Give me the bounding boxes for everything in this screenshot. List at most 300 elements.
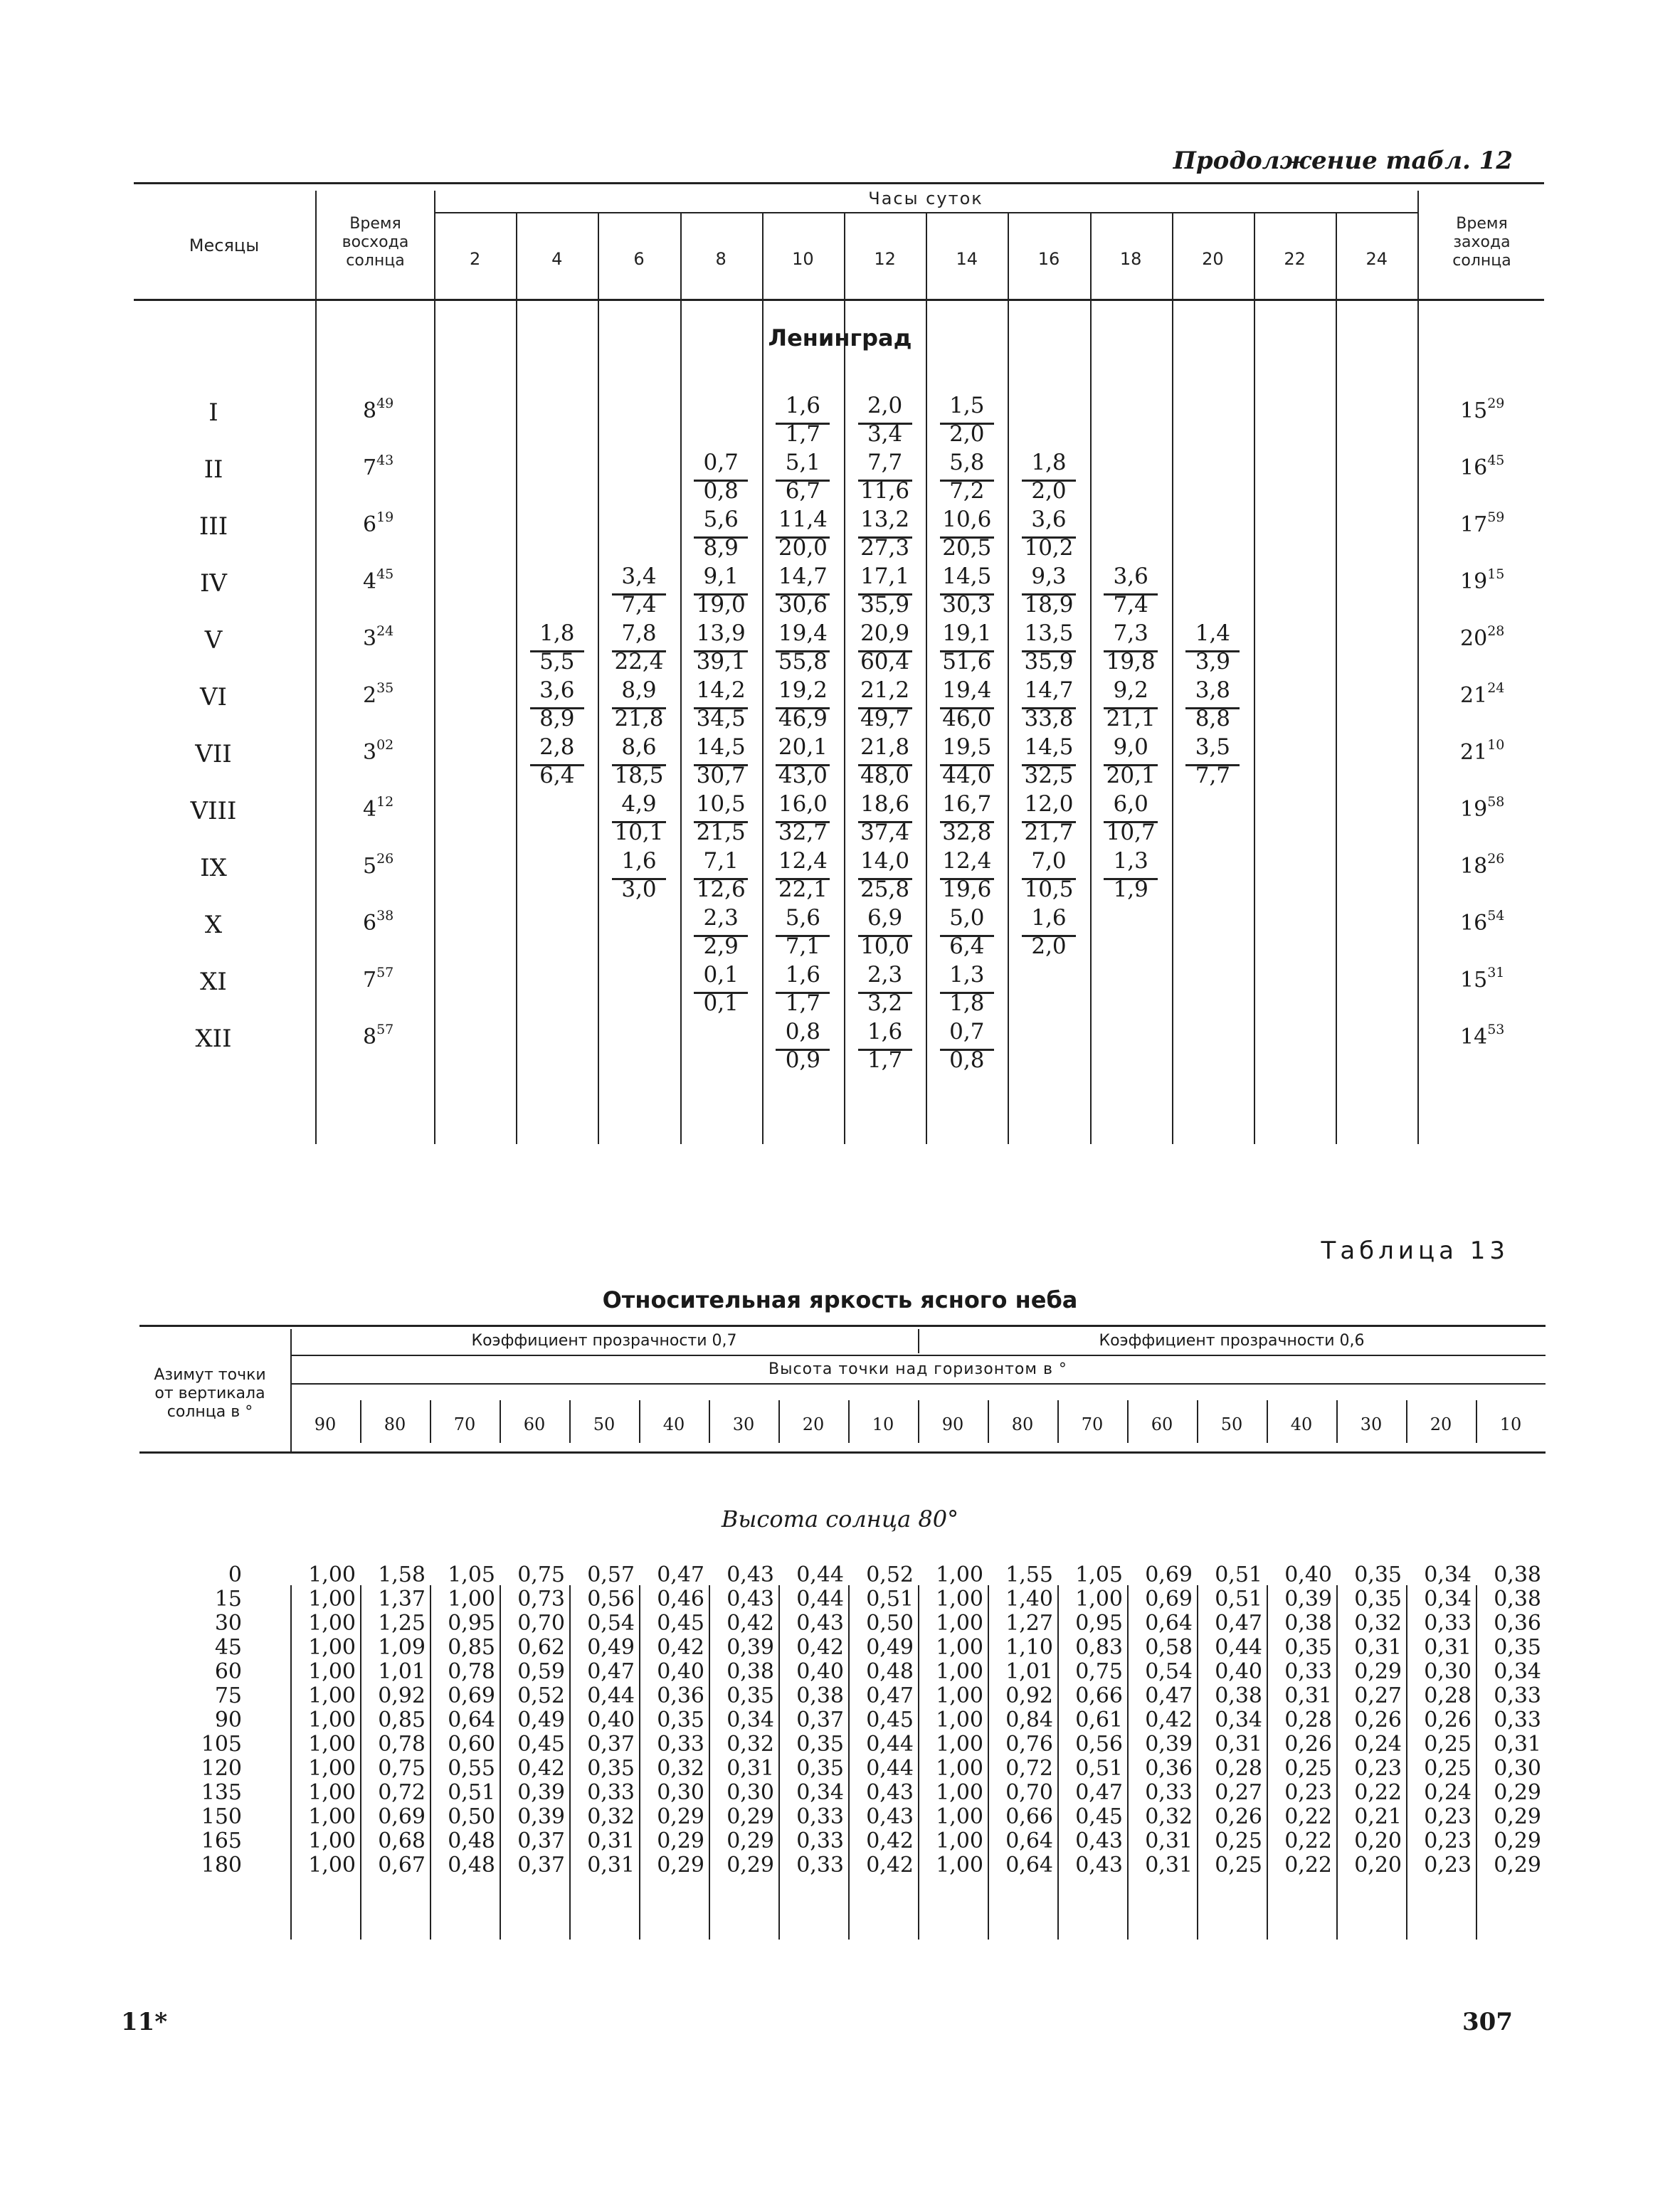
sunrise-time [363,737,393,765]
cell-numerator: 1,6 [1031,905,1067,931]
brightness-value: 1,01 [1005,1659,1053,1684]
brightness-value: 0,38 [1494,1562,1541,1587]
brightness-value: 1,27 [1005,1611,1053,1636]
t12-sunset-line1: Время [1456,215,1508,233]
sunset-hour: 16 [1460,455,1488,480]
brightness-value: 0,69 [1145,1562,1193,1587]
cell-denominator: 7,4 [1113,592,1148,618]
brightness-value: 1,01 [378,1659,426,1684]
t12-header-tick-5 [844,213,845,299]
cell-numerator: 1,6 [785,962,821,988]
brightness-value: 0,38 [727,1659,774,1684]
sunset-time [1460,453,1504,480]
brightness-value: 0,95 [448,1611,495,1636]
brightness-value: 0,33 [796,1804,844,1829]
sunrise-time [363,623,393,651]
cell-numerator: 5,6 [703,507,739,532]
brightness-value: 0,42 [727,1611,774,1636]
sunset-hour: 14 [1460,1025,1488,1049]
brightness-value: 0,33 [1284,1659,1332,1684]
sunset-minutes: 24 [1487,680,1505,696]
cell-denominator: 20,5 [942,535,992,561]
cell-numerator: 21,2 [860,677,910,703]
sunset-time [1460,794,1504,822]
brightness-value: 1,00 [308,1683,356,1708]
brightness-value: 0,42 [866,1853,914,1878]
brightness-value: 0,23 [1424,1853,1472,1878]
hour-header-16: 16 [1037,249,1060,269]
cell-numerator: 14,0 [860,848,910,874]
sunrise-minutes: 19 [376,509,394,525]
brightness-value: 0,25 [1424,1732,1472,1757]
cell-numerator: 14,7 [778,564,828,589]
brightness-value: 1,00 [936,1732,983,1757]
t12-sunrise-header [317,215,434,270]
azimuth-value: 120 [201,1756,242,1781]
t13-header-tick-12 [1127,1400,1129,1443]
cell-numerator: 3,6 [1031,507,1067,532]
cell-denominator: 22,4 [614,649,664,674]
sunrise-minutes: 49 [376,396,394,411]
azimuth-value: 135 [201,1780,242,1805]
brightness-value: 0,31 [727,1756,774,1781]
brightness-value: 0,51 [1215,1562,1262,1587]
cell-numerator: 20,1 [778,734,828,760]
t12-rule-col-8 [1090,213,1092,1144]
brightness-value: 1,55 [1005,1562,1053,1587]
hour-header-18: 18 [1119,249,1142,269]
cell-denominator: 25,8 [860,877,910,902]
brightness-value: 0,44 [587,1683,635,1708]
brightness-value: 0,46 [657,1587,704,1612]
sunset-time [1460,737,1504,765]
brightness-value: 0,34 [1424,1562,1472,1587]
cell-denominator: 5,5 [539,649,575,674]
cell-numerator: 12,4 [778,848,828,874]
brightness-value: 0,42 [1145,1708,1193,1732]
brightness-value: 0,23 [1424,1804,1472,1829]
t12-top-rule [134,182,1544,184]
azimuth-value: 0 [228,1562,242,1587]
brightness-value: 0,35 [587,1756,635,1781]
sunrise-hour: 2 [363,683,377,708]
t12-header-tick-9 [1172,213,1173,299]
brightness-value: 0,33 [1494,1683,1541,1708]
brightness-value: 0,35 [727,1683,774,1708]
hour-header-6: 6 [633,249,645,269]
brightness-value: 0,23 [1284,1780,1332,1805]
t13-header-tick-7 [778,1400,780,1443]
sunrise-time [363,453,393,480]
sunrise-hour: 3 [363,740,377,765]
brightness-value: 0,56 [1075,1732,1123,1757]
t13-header-tick-16 [1406,1400,1407,1443]
azimuth-value: 150 [201,1804,242,1829]
hour-header-10: 10 [792,249,814,269]
cell-denominator: 49,7 [860,706,910,731]
brightness-value: 1,00 [308,1804,356,1829]
brightness-value: 0,84 [1005,1708,1053,1732]
sunrise-time [363,794,393,822]
brightness-value: 0,29 [1354,1659,1402,1684]
sunset-hour: 17 [1460,512,1488,537]
brightness-value: 0,29 [727,1804,774,1829]
page-number: 307 [1462,2008,1513,2036]
t13-azimuth-line3: солнца в ° [167,1403,253,1421]
cell-numerator: 0,7 [703,450,739,475]
t13-azimuth-line2: от вертикала [154,1385,265,1402]
cell-denominator: 0,8 [949,1047,985,1073]
sunrise-time [363,509,393,537]
t12-rule-col-7 [1008,213,1009,1144]
t12-sunrise-line3: солнца [346,252,405,270]
brightness-value: 0,43 [727,1562,774,1587]
cell-denominator: 37,4 [860,820,910,845]
sunrise-hour: 7 [363,455,377,480]
cell-numerator: 16,7 [942,791,992,817]
sunset-time [1460,1022,1504,1049]
brightness-value: 0,35 [1284,1635,1332,1660]
brightness-value: 0,29 [727,1853,774,1878]
t13-header-tick-2 [430,1400,431,1443]
sunset-minutes: 58 [1487,794,1505,810]
sunset-time [1460,680,1504,708]
brightness-value: 1,00 [936,1708,983,1732]
t12-rule-col-9 [1172,213,1173,1144]
t12-header-tick-4 [762,213,764,299]
cell-denominator: 1,7 [867,1047,903,1073]
cell-denominator: 21,1 [1106,706,1156,731]
brightness-value: 0,44 [796,1562,844,1587]
brightness-value: 1,00 [308,1708,356,1732]
t13-header-tick-13 [1197,1400,1198,1443]
brightness-value: 0,22 [1284,1853,1332,1878]
cell-denominator: 1,9 [1113,877,1148,902]
brightness-value: 0,27 [1354,1683,1402,1708]
brightness-value: 0,28 [1215,1756,1262,1781]
cell-numerator: 1,8 [539,620,575,646]
t13-azimuth-header [135,1366,285,1422]
cell-numerator: 5,6 [785,905,821,931]
cell-numerator: 3,8 [1195,677,1231,703]
cell-denominator: 20,0 [778,535,828,561]
t12-rule-col-12 [1417,191,1419,1144]
brightness-value: 0,44 [1215,1635,1262,1660]
brightness-value: 0,78 [378,1732,426,1757]
sunrise-time [363,965,393,993]
cell-denominator: 30,6 [778,592,828,618]
brightness-value: 0,92 [1005,1683,1053,1708]
cell-numerator: 8,6 [621,734,657,760]
cell-numerator: 1,4 [1195,620,1231,646]
cell-numerator: 19,2 [778,677,828,703]
brightness-value: 0,59 [517,1659,565,1684]
brightness-value: 0,58 [1145,1635,1193,1660]
cell-denominator: 27,3 [860,535,910,561]
cell-denominator: 8,9 [539,706,575,731]
month-label: XI [200,968,227,996]
cell-numerator: 5,0 [949,905,985,931]
month-label: VIII [190,797,237,825]
cell-numerator: 3,6 [539,677,575,703]
t12-rule-col-2 [598,213,599,1144]
sunrise-hour: 6 [363,512,377,537]
cell-denominator: 6,7 [785,478,821,504]
brightness-value: 0,33 [796,1829,844,1853]
cell-numerator: 13,9 [696,620,746,646]
cell-denominator: 3,9 [1195,649,1231,674]
height-column-k06-10: 10 [1499,1414,1522,1434]
height-column-k07-20: 20 [802,1414,825,1434]
brightness-value: 1,00 [308,1635,356,1660]
sunset-time [1460,908,1504,936]
brightness-value: 0,64 [1145,1611,1193,1636]
cell-numerator: 1,8 [1031,450,1067,475]
brightness-value: 0,32 [587,1804,635,1829]
brightness-value: 0,48 [448,1853,495,1878]
brightness-value: 0,57 [587,1562,635,1587]
brightness-value: 0,50 [866,1611,914,1636]
month-label: IX [200,854,227,882]
cell-numerator: 6,0 [1113,791,1148,817]
cell-denominator: 7,2 [949,478,985,504]
brightness-value: 0,28 [1424,1683,1472,1708]
sunset-time [1460,509,1504,537]
cell-numerator: 3,4 [621,564,657,589]
t12-header-tick-1 [516,213,517,299]
brightness-value: 0,40 [1215,1659,1262,1684]
cell-numerator: 14,7 [1024,677,1074,703]
brightness-value: 0,44 [866,1756,914,1781]
sunrise-minutes: 12 [376,794,394,810]
brightness-value: 0,69 [448,1683,495,1708]
brightness-value: 1,58 [378,1562,426,1587]
cell-numerator: 9,3 [1031,564,1067,589]
brightness-value: 0,66 [1005,1804,1053,1829]
height-column-k07-40: 40 [662,1414,685,1434]
sunset-minutes: 15 [1487,566,1505,582]
brightness-value: 0,25 [1424,1756,1472,1781]
azimuth-value: 90 [214,1708,242,1732]
brightness-value: 0,26 [1354,1708,1402,1732]
brightness-value: 0,47 [1215,1611,1262,1636]
sunset-hour: 21 [1460,740,1488,765]
table-13-title: Относительная яркость ясного неба [602,1286,1078,1313]
brightness-value: 1,05 [1075,1562,1123,1587]
brightness-value: 0,36 [657,1683,704,1708]
brightness-value: 0,43 [1075,1829,1123,1853]
cell-denominator: 22,1 [778,877,828,902]
sunset-minutes: 29 [1487,396,1505,411]
brightness-value: 0,45 [1075,1804,1123,1829]
brightness-value: 1,00 [308,1587,356,1612]
t12-rule-col-5 [844,213,845,1144]
brightness-value: 0,40 [587,1708,635,1732]
sunrise-time [363,396,393,423]
t12-rule-col-3 [680,213,682,1144]
t12-header-bottom-rule [134,299,1544,301]
cell-denominator: 6,4 [539,763,575,788]
month-label: IV [200,569,227,598]
brightness-value: 0,47 [587,1659,635,1684]
t12-sunset-line3: солнца [1452,252,1511,270]
height-column-k06-20: 20 [1430,1414,1452,1434]
t13-coef-07-header: Коэффициент прозрачности 0,7 [471,1332,737,1350]
brightness-value: 0,83 [1075,1635,1123,1660]
brightness-value: 0,51 [1215,1587,1262,1612]
brightness-value: 0,20 [1354,1829,1402,1853]
cell-numerator: 1,3 [949,962,985,988]
cell-numerator: 9,1 [703,564,739,589]
brightness-value: 0,64 [448,1708,495,1732]
sunrise-minutes: 02 [376,737,394,753]
height-column-k07-60: 60 [523,1414,546,1434]
cell-denominator: 21,7 [1024,820,1074,845]
brightness-value: 0,42 [517,1756,565,1781]
cell-numerator: 13,2 [860,507,910,532]
brightness-value: 0,34 [1424,1587,1472,1612]
brightness-value: 0,61 [1075,1708,1123,1732]
cell-denominator: 44,0 [942,763,992,788]
cell-numerator: 14,5 [696,734,746,760]
t12-header-tick-7 [1008,213,1009,299]
brightness-value: 0,51 [866,1587,914,1612]
azimuth-value: 45 [214,1635,242,1660]
brightness-value: 1,05 [448,1562,495,1587]
sunrise-minutes: 45 [376,566,394,582]
cell-denominator: 10,2 [1024,535,1074,561]
t13-header-tick-9 [918,1400,919,1443]
cell-denominator: 12,6 [696,877,746,902]
brightness-value: 0,38 [1215,1683,1262,1708]
sunset-hour: 19 [1460,569,1488,594]
cell-numerator: 2,8 [539,734,575,760]
brightness-value: 1,00 [936,1683,983,1708]
brightness-value: 0,33 [1145,1780,1193,1805]
brightness-value: 0,31 [1494,1732,1541,1757]
cell-denominator: 1,7 [785,421,821,447]
brightness-value: 1,00 [936,1780,983,1805]
cell-denominator: 35,9 [860,592,910,618]
hour-header-12: 12 [874,249,896,269]
month-label: XII [195,1025,232,1053]
brightness-value: 1,00 [308,1659,356,1684]
brightness-value: 0,29 [1494,1780,1541,1805]
cell-denominator: 46,0 [942,706,992,731]
cell-denominator: 6,4 [949,933,985,959]
t13-azimuth-line1: Азимут точки [154,1366,266,1384]
brightness-value: 1,00 [308,1611,356,1636]
cell-numerator: 19,4 [942,677,992,703]
brightness-value: 0,67 [378,1853,426,1878]
sunset-minutes: 45 [1487,453,1505,468]
brightness-value: 0,48 [866,1659,914,1684]
cell-denominator: 55,8 [778,649,828,674]
brightness-value: 0,29 [657,1829,704,1853]
sunset-minutes: 26 [1487,851,1505,867]
cell-denominator: 1,7 [785,990,821,1016]
brightness-value: 0,22 [1354,1780,1402,1805]
brightness-value: 0,35 [1494,1635,1541,1660]
brightness-value: 1,09 [378,1635,426,1660]
cell-denominator: 2,0 [1031,933,1067,959]
t12-rule-col-0 [434,191,435,1144]
cell-numerator: 7,3 [1113,620,1148,646]
cell-numerator: 10,6 [942,507,992,532]
cell-numerator: 7,8 [621,620,657,646]
t13-header-tick-4 [569,1400,571,1443]
cell-denominator: 30,7 [696,763,746,788]
sunrise-hour: 7 [363,968,377,993]
brightness-value: 0,47 [1075,1780,1123,1805]
sunset-minutes: 10 [1487,737,1505,753]
brightness-value: 0,26 [1284,1732,1332,1757]
t12-header-tick-3 [680,213,682,299]
cell-numerator: 17,1 [860,564,910,589]
hour-header-4: 4 [551,249,563,269]
cell-numerator: 12,4 [942,848,992,874]
t12-rule-col-4 [762,213,764,1144]
brightness-value: 0,43 [866,1780,914,1805]
brightness-value: 0,68 [378,1829,426,1853]
height-column-k06-40: 40 [1290,1414,1313,1434]
cell-denominator: 7,4 [621,592,657,618]
t13-top-rule [139,1325,1546,1327]
brightness-value: 0,23 [1424,1829,1472,1853]
brightness-value: 0,55 [448,1756,495,1781]
brightness-value: 0,29 [727,1829,774,1853]
height-column-k06-90: 90 [941,1414,964,1434]
brightness-value: 0,31 [1215,1732,1262,1757]
cell-numerator: 19,4 [778,620,828,646]
cell-numerator: 3,5 [1195,734,1231,760]
azimuth-value: 30 [214,1611,242,1636]
cell-numerator: 21,8 [860,734,910,760]
sunset-time [1460,965,1504,993]
brightness-value: 0,47 [866,1683,914,1708]
brightness-value: 0,39 [1145,1732,1193,1757]
height-column-k06-50: 50 [1220,1414,1243,1434]
brightness-value: 1,00 [308,1756,356,1781]
month-label: V [204,626,223,655]
brightness-value: 1,00 [936,1562,983,1587]
cell-numerator: 9,0 [1113,734,1148,760]
sunset-minutes: 59 [1487,509,1505,525]
sunrise-time [363,1022,393,1049]
brightness-value: 0,73 [517,1587,565,1612]
brightness-value: 0,43 [796,1611,844,1636]
cell-denominator: 18,5 [614,763,664,788]
cell-numerator: 1,5 [949,393,985,418]
brightness-value: 0,31 [587,1829,635,1853]
t13-height-rule [290,1383,1546,1385]
cell-denominator: 2,0 [1031,478,1067,504]
t13-coef-rule [290,1355,1546,1356]
t13-height-header: Высота точки над горизонтом в ° [768,1360,1067,1378]
height-column-k07-50: 50 [593,1414,616,1434]
brightness-value: 0,29 [1494,1829,1541,1853]
cell-denominator: 19,0 [696,592,746,618]
height-column-k07-80: 80 [384,1414,406,1434]
brightness-value: 0,37 [517,1829,565,1853]
brightness-value: 0,33 [1494,1708,1541,1732]
brightness-value: 0,47 [657,1562,704,1587]
brightness-value: 0,25 [1284,1756,1332,1781]
sunset-hour: 18 [1460,854,1488,879]
cell-numerator: 7,1 [703,848,739,874]
brightness-value: 0,25 [1215,1829,1262,1853]
month-label: III [199,512,228,541]
